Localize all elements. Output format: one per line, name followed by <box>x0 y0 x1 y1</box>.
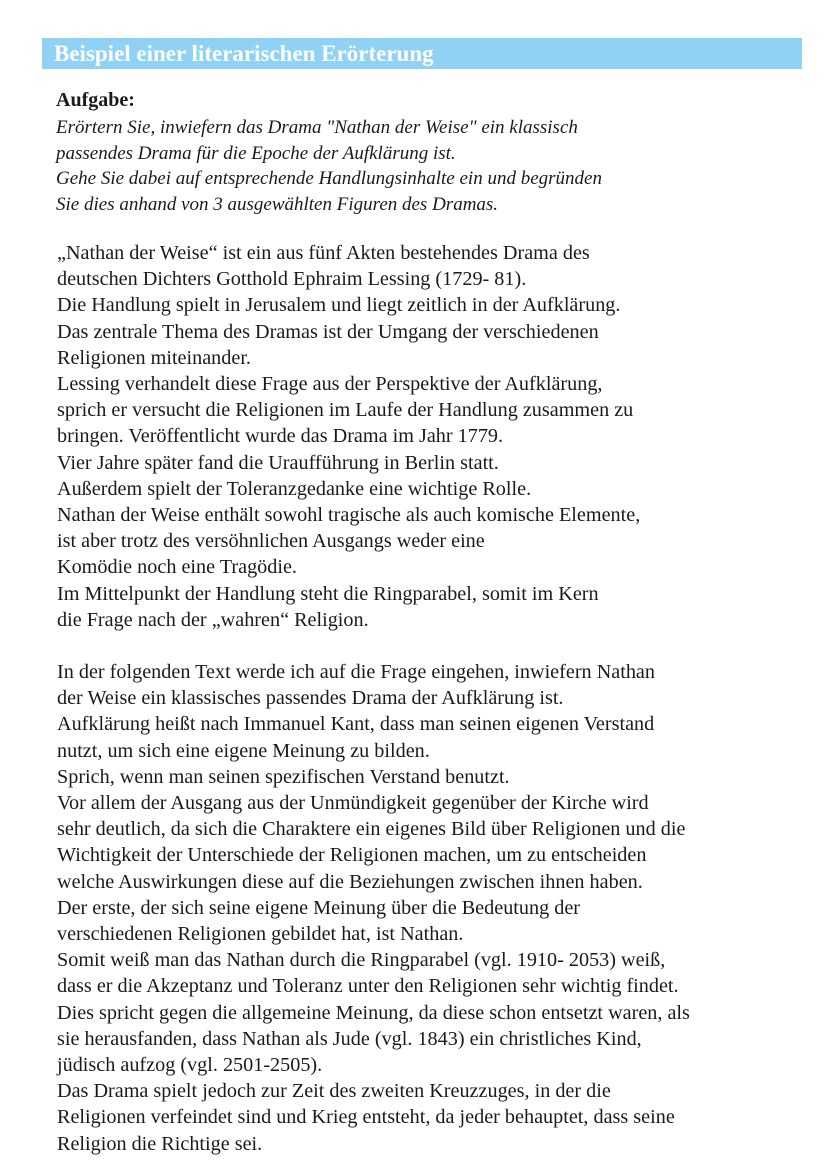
text-line: bringen. Veröffentlicht wurde das Drama im Jahr 1779. <box>57 425 504 448</box>
document-title: Beispiel einer literarischen Erörterung <box>54 41 434 66</box>
text-line: ist aber trotz des versöhnlichen Ausgangs weder eine <box>57 530 485 553</box>
task-section <box>56 87 796 217</box>
text-line: Komödie noch eine Tragödie. <box>57 556 297 579</box>
title-banner <box>42 38 802 69</box>
text-line: die Frage nach der „wahren“ Religion. <box>57 608 369 631</box>
text-line: Sprich, wenn man seinen spezifischen Verstand benutzt. <box>57 765 510 788</box>
text-line: In der folgenden Text werde ich auf die Frage eingehen, inwiefern Nathan <box>57 661 655 683</box>
introduction-paragraph <box>57 240 807 633</box>
text-line: Nathan der Weise enthält sowohl tragische als auch komische Elemente, <box>57 504 641 527</box>
task-line: Erörtern Sie, inwiefern das Drama "Nathan der Weise" ein klassisch <box>56 117 578 138</box>
text-line: nutzt, um sich eine eigene Meinung zu bilden. <box>57 739 430 762</box>
text-line: sie herausfanden, dass Nathan als Jude (vgl. 1843) ein christliches Kind, <box>57 1027 642 1050</box>
text-line: Außerdem spielt der Toleranzgedanke eine wichtige Rolle. <box>57 477 532 500</box>
text-line: Somit weiß man das Nathan durch die Ringparabel (vgl. 1910- 2053) weiß, <box>57 949 666 972</box>
text-line: Aufklärung heißt nach Immanuel Kant, dass man seinen eigenen Verstand <box>57 713 655 736</box>
text-line: der Weise ein klassisches passendes Drama der Aufklärung ist. <box>57 687 564 710</box>
task-heading: Aufgabe: <box>56 89 135 111</box>
task-line: passendes Drama für die Epoche der Aufklärung ist. <box>56 142 456 164</box>
text-line: Religion die Richtige sei. <box>57 1132 263 1155</box>
text-line: verschiedenen Religionen gebildet hat, ist Nathan. <box>57 923 464 946</box>
discussion-paragraph <box>57 659 807 1157</box>
task-line: Sie dies anhand von 3 ausgewählten Figuren des Dramas. <box>56 193 499 215</box>
text-line: Das Drama spielt jedoch zur Zeit des zweiten Kreuzzuges, in der die <box>57 1080 611 1103</box>
text-line: Religionen miteinander. <box>57 346 251 369</box>
text-line: Die Handlung spielt in Jerusalem und liegt zeitlich in der Aufklärung. <box>57 294 621 317</box>
text-line: Lessing verhandelt diese Frage aus der Perspektive der Aufklärung, <box>57 373 603 396</box>
text-line: Wichtigkeit der Unterschiede der Religionen machen, um zu entscheiden <box>57 844 647 867</box>
text-line: sprich er versucht die Religionen im Laufe der Handlung zusammen zu <box>57 399 634 422</box>
text-line: Im Mittelpunkt der Handlung steht die Ringparabel, somit im Kern <box>57 582 599 605</box>
text-line: Dies spricht gegen die allgemeine Meinung, da diese schon entsetzt waren, als <box>57 1001 690 1024</box>
text-line: Das zentrale Thema des Dramas ist der Umgang der verschiedenen <box>57 320 599 343</box>
text-line: dass er die Akzeptanz und Toleranz unter den Religionen sehr wichtig findet. <box>57 975 679 998</box>
text-line: Religionen verfeindet sind und Krieg entsteht, da jeder behauptet, dass seine <box>57 1106 675 1129</box>
text-line: Vor allem der Ausgang aus der Unmündigkeit gegenüber der Kirche wird <box>57 792 649 815</box>
text-line: jüdisch aufzog (vgl. 2501-2505). <box>57 1054 323 1077</box>
text-line: welche Auswirkungen diese auf die Beziehungen zwischen ihnen haben. <box>57 870 643 893</box>
text-line: deutschen Dichters Gotthold Ephraim Lessing (1729- 81). <box>57 268 527 291</box>
text-line: Der erste, der sich seine eigene Meinung über die Bedeutung der <box>57 896 581 919</box>
text-line: Vier Jahre später fand die Uraufführung in Berlin statt. <box>57 451 499 474</box>
text-line: „Nathan der Weise“ ist ein aus fünf Akten bestehendes Drama des <box>57 242 590 264</box>
task-line: Gehe Sie dabei auf entsprechende Handlungsinhalte ein und begründen <box>56 168 602 189</box>
text-line: sehr deutlich, da sich die Charaktere ein eigenes Bild über Religionen und die <box>57 818 686 841</box>
